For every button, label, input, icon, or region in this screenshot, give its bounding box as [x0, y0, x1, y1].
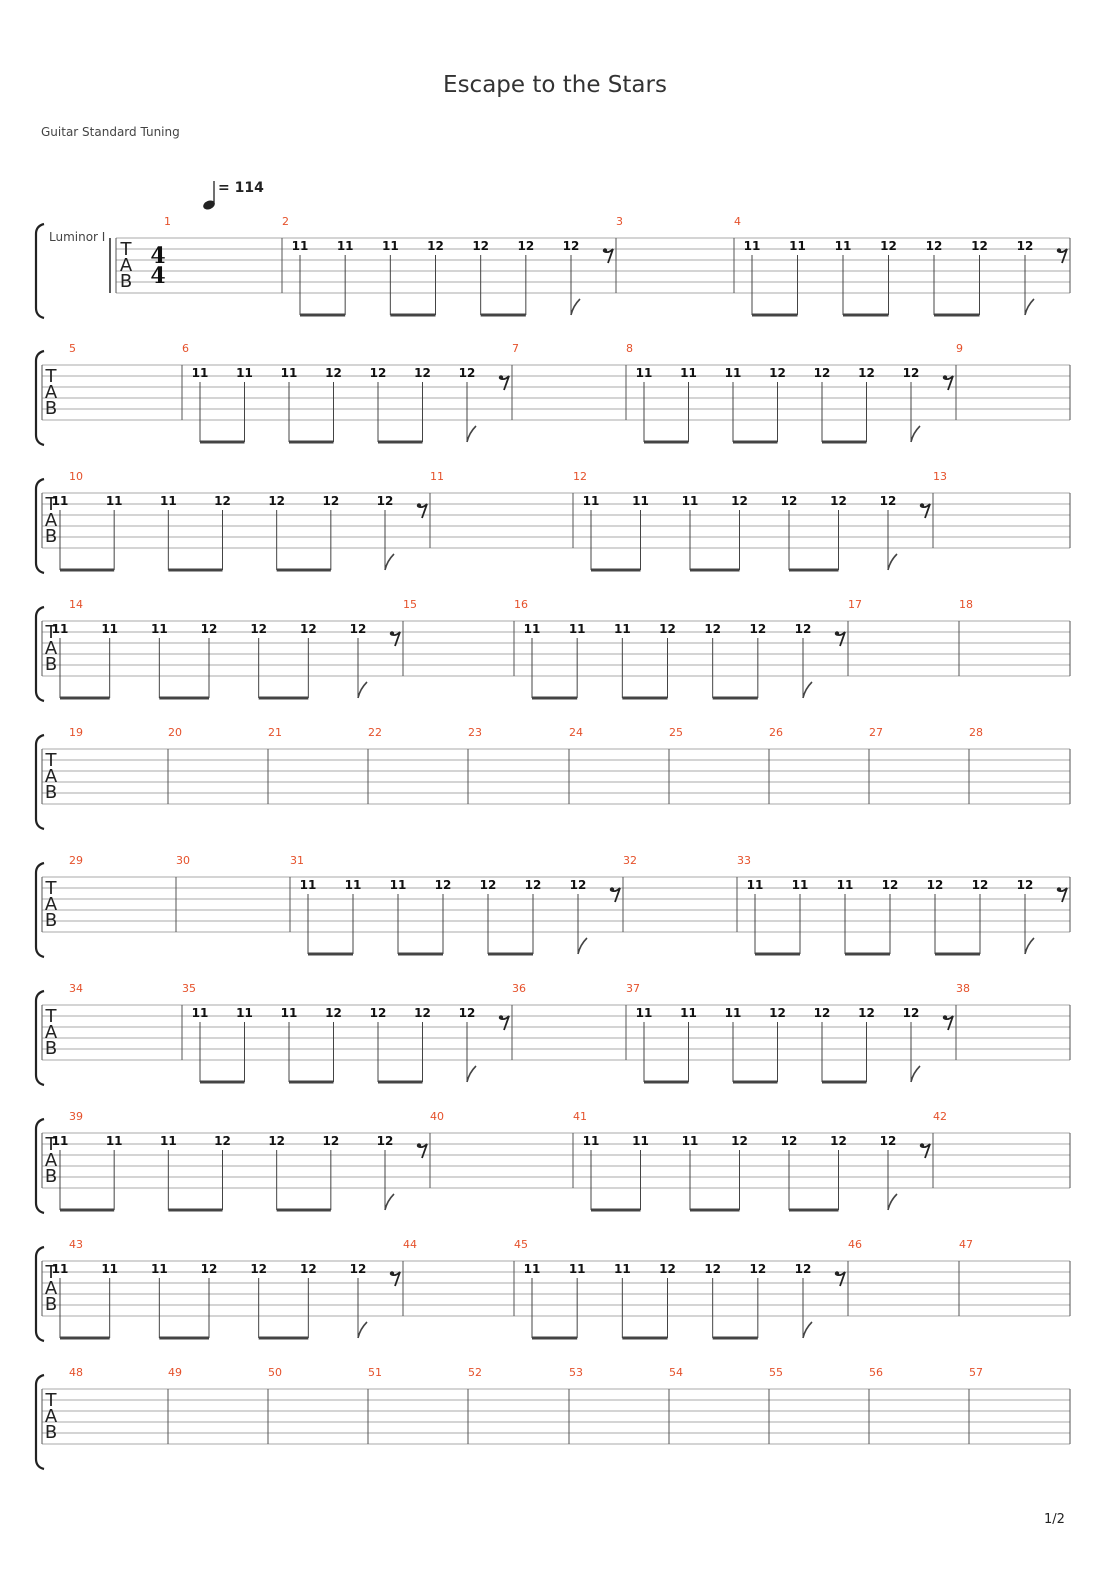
measure-number: 19 — [69, 726, 83, 739]
measure-number: 42 — [933, 1110, 947, 1123]
tab-clef-letter: A — [44, 1150, 58, 1171]
fret-number: 12 — [349, 1262, 367, 1276]
fret-number: 11 — [191, 366, 209, 380]
note-flag — [385, 554, 394, 570]
eighth-rest-dot — [603, 248, 607, 252]
measure-number: 24 — [569, 726, 583, 739]
fret-number: 11 — [51, 1134, 69, 1148]
fret-number: 11 — [523, 1262, 541, 1276]
fret-number: 11 — [101, 1262, 119, 1276]
note-flag — [385, 1194, 394, 1210]
fret-number: 12 — [902, 366, 920, 380]
measure-number: 48 — [69, 1366, 83, 1379]
fret-number: 11 — [51, 1262, 69, 1276]
fret-number: 12 — [472, 239, 490, 253]
fret-number: 12 — [1016, 239, 1034, 253]
measure-number: 12 — [573, 470, 587, 483]
time-signature-bottom: 4 — [150, 263, 166, 289]
eighth-rest-dot — [1057, 248, 1061, 252]
fret-number: 12 — [569, 878, 587, 892]
fret-number: 11 — [105, 1134, 123, 1148]
tab-clef-letter: A — [44, 766, 58, 787]
fret-number: 11 — [632, 1134, 649, 1148]
fret-number: 12 — [880, 239, 897, 253]
fret-number: 12 — [704, 622, 722, 636]
measure-number: 17 — [848, 598, 862, 611]
fret-number: 11 — [150, 622, 168, 636]
measure-number: 28 — [969, 726, 983, 739]
measure-number: 1 — [164, 215, 171, 228]
measure-number: 54 — [669, 1366, 683, 1379]
eighth-rest-dot — [499, 375, 503, 379]
measure-number: 57 — [969, 1366, 983, 1379]
tab-clef-letter: A — [44, 638, 58, 659]
note-flag — [358, 682, 367, 698]
tab-clef-letter: B — [44, 910, 58, 931]
measure-number: 47 — [959, 1238, 973, 1251]
measure-number: 21 — [268, 726, 282, 739]
fret-number: 12 — [794, 622, 812, 636]
tab-clef-letter: A — [44, 1278, 58, 1299]
measure-number: 44 — [403, 1238, 417, 1251]
measure-number: 15 — [403, 598, 417, 611]
tab-clef-letter: A — [119, 255, 133, 276]
measure-number: 4 — [734, 215, 741, 228]
fret-number: 12 — [349, 622, 367, 636]
fret-number: 11 — [291, 239, 309, 253]
tab-clef-letter: T — [45, 878, 57, 899]
fret-number: 11 — [836, 878, 854, 892]
fret-number: 12 — [562, 239, 580, 253]
fret-number: 11 — [280, 366, 298, 380]
tab-clef-letter: T — [120, 239, 132, 260]
fret-number: 12 — [881, 878, 899, 892]
fret-number: 12 — [325, 366, 342, 380]
fret-number: 12 — [268, 494, 286, 508]
tab-clef-letter: T — [45, 366, 57, 387]
measure-number: 37 — [626, 982, 640, 995]
fret-number: 12 — [369, 1006, 387, 1020]
tab-clef-letter: B — [44, 1166, 58, 1187]
measure-number: 31 — [290, 854, 304, 867]
system-bracket — [36, 224, 44, 318]
measure-number: 55 — [769, 1366, 783, 1379]
fret-number: 12 — [369, 366, 387, 380]
fret-number: 12 — [794, 1262, 812, 1276]
fret-number: 11 — [582, 1134, 600, 1148]
fret-number: 11 — [159, 1134, 177, 1148]
tab-clef-letter: T — [45, 1006, 57, 1027]
fret-number: 12 — [749, 1262, 767, 1276]
fret-number: 11 — [834, 239, 852, 253]
tuning-label: Guitar Standard Tuning — [41, 125, 180, 139]
fret-number: 11 — [724, 1006, 742, 1020]
fret-number: 11 — [389, 878, 407, 892]
measure-number: 8 — [626, 342, 633, 355]
fret-number: 11 — [635, 366, 653, 380]
tab-clef-letter: T — [45, 494, 57, 515]
eighth-rest-dot — [943, 375, 947, 379]
fret-number: 11 — [105, 494, 123, 508]
measure-number: 2 — [282, 215, 289, 228]
fret-number: 11 — [51, 622, 69, 636]
fret-number: 11 — [632, 494, 649, 508]
fret-number: 11 — [568, 622, 586, 636]
tab-clef-letter: B — [44, 782, 58, 803]
fret-number: 11 — [236, 1006, 253, 1020]
fret-number: 11 — [791, 878, 809, 892]
fret-number: 12 — [925, 239, 943, 253]
measure-number: 30 — [176, 854, 190, 867]
fret-number: 11 — [568, 1262, 586, 1276]
fret-number: 12 — [299, 622, 317, 636]
note-flag — [888, 554, 897, 570]
fret-number: 12 — [325, 1006, 342, 1020]
fret-number: 12 — [971, 239, 988, 253]
tab-clef-letter: A — [44, 894, 58, 915]
eighth-rest-dot — [835, 631, 839, 635]
fret-number: 11 — [582, 494, 600, 508]
fret-number: 12 — [214, 494, 231, 508]
fret-number: 12 — [376, 1134, 394, 1148]
tab-clef-letter: B — [44, 526, 58, 547]
tempo-value: = 114 — [218, 180, 264, 196]
measure-number: 26 — [769, 726, 783, 739]
fret-number: 11 — [344, 878, 362, 892]
measure-number: 53 — [569, 1366, 583, 1379]
fret-number: 12 — [659, 1262, 676, 1276]
fret-number: 12 — [830, 494, 847, 508]
fret-number: 12 — [268, 1134, 286, 1148]
fret-number: 11 — [159, 494, 177, 508]
measure-number: 20 — [168, 726, 182, 739]
fret-number: 11 — [789, 239, 806, 253]
page-number: 1/2 — [1044, 1512, 1065, 1527]
fret-number: 11 — [51, 494, 69, 508]
fret-number: 12 — [1016, 878, 1034, 892]
fret-number: 11 — [635, 1006, 653, 1020]
measure-number: 51 — [368, 1366, 382, 1379]
eighth-rest-dot — [835, 1271, 839, 1275]
fret-number: 12 — [414, 1006, 431, 1020]
fret-number: 12 — [749, 622, 767, 636]
fret-number: 11 — [680, 366, 697, 380]
measure-number: 16 — [514, 598, 528, 611]
eighth-rest-dot — [417, 503, 421, 507]
note-flag — [911, 1066, 920, 1082]
note-flag — [803, 682, 812, 698]
fret-number: 12 — [250, 1262, 268, 1276]
fret-number: 11 — [336, 239, 354, 253]
fret-number: 11 — [280, 1006, 298, 1020]
note-flag — [578, 938, 587, 954]
tab-clef-letter: A — [44, 510, 58, 531]
tab-clef-letter: B — [44, 398, 58, 419]
measure-number: 49 — [168, 1366, 182, 1379]
tab-clef-letter: T — [45, 1262, 57, 1283]
fret-number: 11 — [150, 1262, 168, 1276]
tab-clef-letter: B — [44, 1294, 58, 1315]
measure-number: 22 — [368, 726, 382, 739]
fret-number: 11 — [680, 1006, 697, 1020]
fret-number: 12 — [376, 494, 394, 508]
measure-number: 6 — [182, 342, 189, 355]
measure-number: 10 — [69, 470, 83, 483]
fret-number: 12 — [971, 878, 989, 892]
measure-number: 46 — [848, 1238, 862, 1251]
eighth-rest-dot — [499, 1015, 503, 1019]
fret-number: 12 — [780, 494, 798, 508]
measure-number: 13 — [933, 470, 947, 483]
measure-number: 34 — [69, 982, 83, 995]
note-flag — [358, 1322, 367, 1338]
fret-number: 12 — [214, 1134, 231, 1148]
fret-number: 12 — [299, 1262, 317, 1276]
fret-number: 11 — [743, 239, 761, 253]
measure-number: 52 — [468, 1366, 482, 1379]
tab-clef-letter: T — [45, 750, 57, 771]
measure-number: 56 — [869, 1366, 883, 1379]
fret-number: 11 — [746, 878, 764, 892]
fret-number: 12 — [414, 366, 431, 380]
fret-number: 12 — [830, 1134, 847, 1148]
fret-number: 11 — [523, 622, 541, 636]
time-signature-top: 4 — [150, 243, 166, 269]
measure-number: 11 — [430, 470, 444, 483]
measure-number: 23 — [468, 726, 482, 739]
fret-number: 11 — [681, 1134, 699, 1148]
measure-number: 18 — [959, 598, 973, 611]
fret-number: 12 — [427, 239, 444, 253]
measure-number: 25 — [669, 726, 683, 739]
measure-number: 41 — [573, 1110, 587, 1123]
measure-number: 5 — [69, 342, 76, 355]
fret-number: 12 — [902, 1006, 920, 1020]
fret-number: 12 — [458, 1006, 476, 1020]
fret-number: 11 — [381, 239, 399, 253]
fret-number: 12 — [879, 494, 897, 508]
tab-clef-letter: A — [44, 1022, 58, 1043]
fret-number: 12 — [813, 366, 831, 380]
tab-clef-letter: B — [44, 1038, 58, 1059]
fret-number: 11 — [191, 1006, 209, 1020]
fret-number: 12 — [659, 622, 676, 636]
fret-number: 12 — [879, 1134, 897, 1148]
measure-number: 43 — [69, 1238, 83, 1251]
fret-number: 11 — [613, 622, 631, 636]
fret-number: 11 — [299, 878, 317, 892]
note-flag — [911, 426, 920, 442]
fret-number: 11 — [101, 622, 119, 636]
tab-clef-letter: B — [119, 271, 133, 292]
measure-number: 36 — [512, 982, 526, 995]
eighth-rest-dot — [920, 503, 924, 507]
tab-clef-letter: A — [44, 382, 58, 403]
measure-number: 14 — [69, 598, 83, 611]
measure-number: 35 — [182, 982, 196, 995]
fret-number: 12 — [458, 366, 476, 380]
note-flag — [467, 426, 476, 442]
measure-number: 27 — [869, 726, 883, 739]
fret-number: 12 — [731, 494, 748, 508]
note-flag — [803, 1322, 812, 1338]
measure-number: 45 — [514, 1238, 528, 1251]
note-flag — [467, 1066, 476, 1082]
eighth-rest-dot — [390, 1271, 394, 1275]
fret-number: 12 — [769, 366, 786, 380]
fret-number: 12 — [434, 878, 452, 892]
tab-clef-letter: A — [44, 1406, 58, 1427]
note-flag — [888, 1194, 897, 1210]
measure-number: 29 — [69, 854, 83, 867]
measure-number: 39 — [69, 1110, 83, 1123]
eighth-rest-dot — [943, 1015, 947, 1019]
fret-number: 12 — [322, 494, 340, 508]
measure-number: 9 — [956, 342, 963, 355]
tab-clef-letter: T — [45, 622, 57, 643]
tab-clef-letter: B — [44, 654, 58, 675]
fret-number: 11 — [724, 366, 742, 380]
fret-number: 12 — [731, 1134, 748, 1148]
fret-number: 12 — [200, 622, 218, 636]
fret-number: 11 — [236, 366, 253, 380]
fret-number: 12 — [704, 1262, 722, 1276]
measure-number: 3 — [616, 215, 623, 228]
fret-number: 12 — [524, 878, 542, 892]
eighth-rest-dot — [610, 887, 614, 891]
measure-number: 38 — [956, 982, 970, 995]
note-flag — [1025, 938, 1034, 954]
eighth-rest-dot — [920, 1143, 924, 1147]
tab-clef-letter: T — [45, 1390, 57, 1411]
measure-number: 40 — [430, 1110, 444, 1123]
fret-number: 12 — [926, 878, 944, 892]
measure-number: 32 — [623, 854, 637, 867]
fret-number: 11 — [613, 1262, 631, 1276]
note-flag — [571, 299, 580, 315]
eighth-rest-dot — [390, 631, 394, 635]
note-flag — [1025, 299, 1034, 315]
eighth-rest-dot — [1057, 887, 1061, 891]
fret-number: 12 — [780, 1134, 798, 1148]
fret-number: 12 — [769, 1006, 786, 1020]
fret-number: 12 — [858, 366, 875, 380]
measure-number: 33 — [737, 854, 751, 867]
tab-clef-letter: B — [44, 1422, 58, 1443]
measure-number: 50 — [268, 1366, 282, 1379]
track-name: Luminor I — [49, 230, 106, 244]
fret-number: 11 — [681, 494, 699, 508]
fret-number: 12 — [517, 239, 535, 253]
fret-number: 12 — [813, 1006, 831, 1020]
fret-number: 12 — [858, 1006, 875, 1020]
measure-number: 7 — [512, 342, 519, 355]
fret-number: 12 — [322, 1134, 340, 1148]
page-title: Escape to the Stars — [443, 72, 667, 98]
fret-number: 12 — [200, 1262, 218, 1276]
tab-clef-letter: T — [45, 1134, 57, 1155]
fret-number: 12 — [479, 878, 497, 892]
fret-number: 12 — [250, 622, 268, 636]
eighth-rest-dot — [417, 1143, 421, 1147]
